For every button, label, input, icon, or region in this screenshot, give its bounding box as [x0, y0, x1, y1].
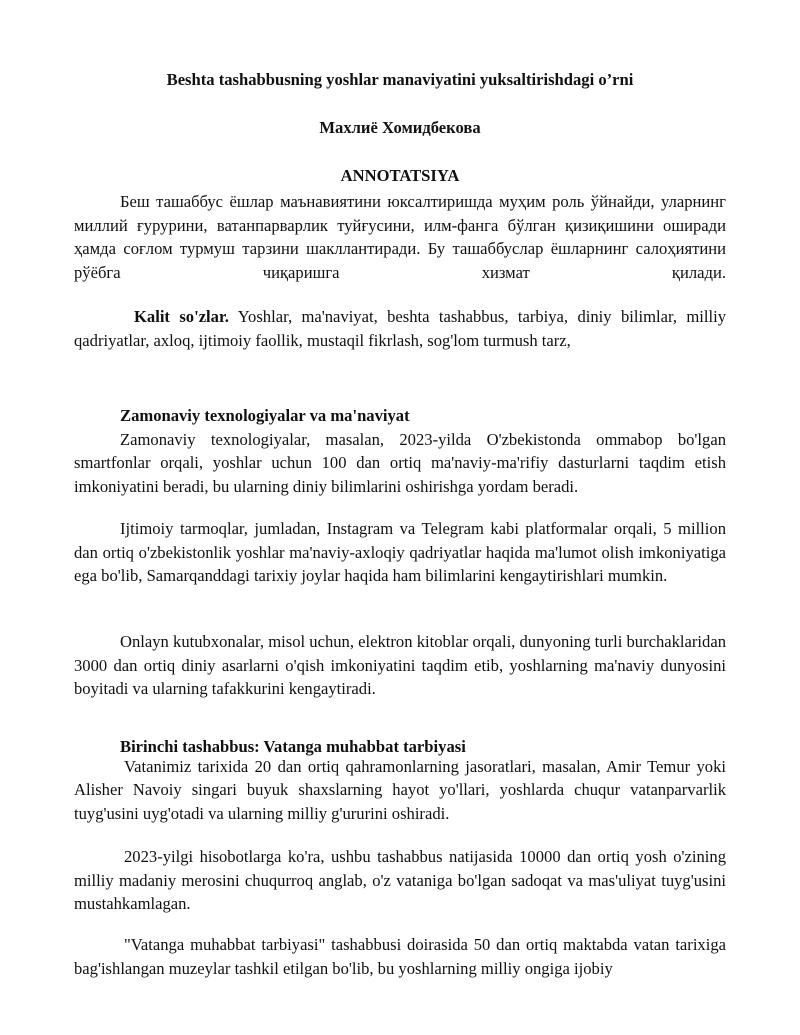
section-first-initiative-p2 — [74, 845, 726, 916]
section-first-initiative-p3 — [74, 933, 726, 980]
section-technology-p2 — [74, 517, 726, 588]
keywords-paragraph — [74, 305, 726, 352]
annotation-block — [74, 190, 726, 284]
annotation-paragraph: Беш ташаббус ёшлар маънавиятини юксалтиришда муҳим роль ўйнайди, уларнинг миллий ғурурини, ватанпарварлик туйғусини, илм-фанга бўлган қизиқишини оширади ҳамда соғлом турмуш тарзини шакллантиради. Бу ташаббуслар ёшларнинг салоҳиятини рўёбга чиқаришга хизмат қилади. — [74, 192, 726, 282]
paragraph: "Vatanga muhabbat tarbiyasi" tashabbusi doirasida 50 dan ortiq maktabda vatan tarixiga bag'ishlangan muzeylar tashkil etilgan bo'lib, bu yoshlarning milliy ongiga ijobiy — [74, 935, 726, 978]
section-first-initiative — [74, 735, 726, 825]
paragraph: Onlayn kutubxonalar, misol uchun, elektron kitoblar orqali, dunyoning turli burchaklaridan 3000 dan ortiq diniy asarlarni o'qish imkoniyatini taqdim etib, yoshlarning ma'naviy dunyosini boyitadi va ularning tafakkurini kengaytiradi. — [74, 632, 726, 698]
paragraph: Vatanimiz tarixida 20 dan ortiq qahramonlarning jasoratlari, masalan, Amir Temur yoki Alisher Navoiy singari buyuk shaxslarning hayot yo'llari, yoshlarda chuqur vatanparvarlik tuyg'usini uyg'otadi va ularning milliy g'ururini oshiradi. — [74, 756, 726, 823]
section-heading: Birinchi tashabbus: Vatanga muhabbat tarbiyasi — [120, 737, 466, 756]
keywords-text: Yoshlar, ma'naviyat, beshta tashabbus, tarbiya, diniy bilimlar, milliy qadriyatlar, axloq, ijtimoiy faollik, mustaqil fikrlash, sog'lom turmush tarz, — [74, 307, 726, 350]
section-technology-p3 — [74, 630, 726, 701]
keywords-block — [74, 305, 726, 352]
paragraph: Zamonaviy texnologiyalar, masalan, 2023-yilda O'zbekistonda ommabop bo'lgan smartfonlar orqali, yoshlar uchun 100 dan ortiq ma'naviy-ma'rifiy dasturlarni taqdim etish imkoniyatini beradi, bu ularning diniy bilimlarini oshirishga yordam beradi. — [74, 429, 726, 496]
annotation-heading: ANNOTATSIYA — [340, 166, 460, 185]
section-heading: Zamonaviy texnologiyalar va ma'naviyat — [120, 406, 410, 425]
document-title: Beshta tashabbusning yoshlar manaviyatini yuksaltirishdagi o’rni — [166, 70, 634, 89]
section-technology — [74, 404, 726, 498]
keywords-label: Kalit so'zlar. — [134, 307, 229, 326]
paragraph: 2023-yilgi hisobotlarga ko'ra, ushbu tashabbus natijasida 10000 dan ortiq yosh o'zining milliy madaniy merosini chuqurroq anglab, o'z vataniga bo'lgan sadoqat va mas'uliyat tuyg'usini mustahkamlagan. — [74, 847, 726, 913]
paragraph: Ijtimoiy tarmoqlar, jumladan, Instagram va Telegram kabi platformalar orqali, 5 million dan ortiq o'zbekistonlik yoshlar ma'naviy-axloqiy qadriyatlar haqida ma'lumot olish imkoniyatiga ega bo'lib, Samarqanddagi tarixiy joylar haqida ham bilimlarini kengaytirishlari mumkin. — [74, 519, 726, 585]
author-name: Махлиё Хомидбекова — [319, 118, 481, 137]
